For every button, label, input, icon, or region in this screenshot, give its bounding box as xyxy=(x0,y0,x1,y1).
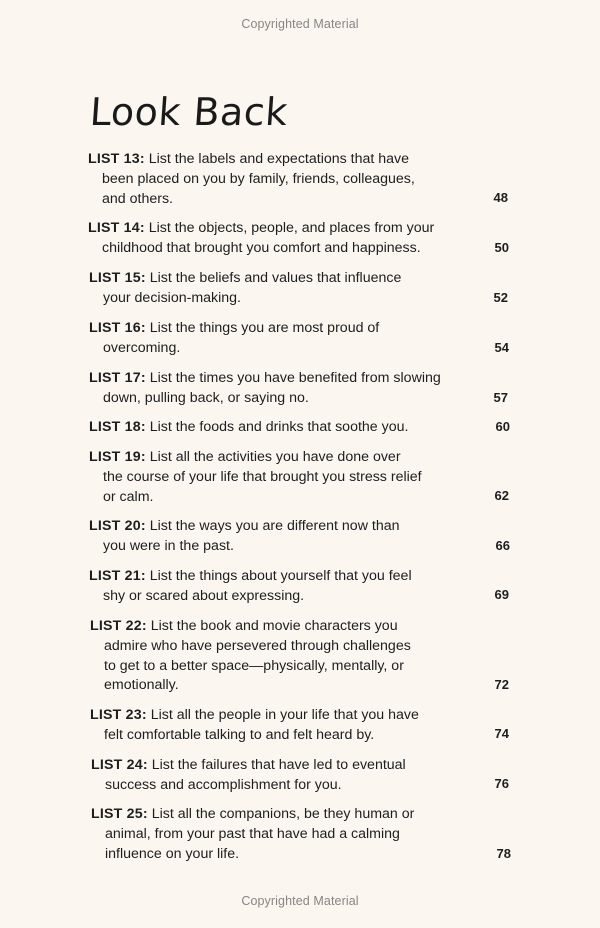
toc-entry-label: LIST 17: xyxy=(89,370,146,386)
toc-entry-text: LIST 16: List the things you are most proud of overcoming. xyxy=(89,320,380,356)
toc-entry-label: LIST 19: xyxy=(89,449,146,465)
toc-entry-list-15[interactable] xyxy=(89,269,519,309)
toc-entry-text: LIST 15: List the beliefs and values that influence your decision-making. xyxy=(89,270,402,306)
toc-entry-list-25[interactable] xyxy=(91,805,521,864)
toc-entry-list-24[interactable] xyxy=(91,756,521,796)
toc-entry-text: LIST 13: List the labels and expectations that have been placed on you by family, friends, colleagues, and others. xyxy=(88,151,415,207)
toc-entry-text: LIST 19: List all the activities you have done over the course of your life that brought you stress relief or calm. xyxy=(89,449,422,505)
toc-entry-list-17[interactable] xyxy=(89,369,519,409)
copyright-watermark-bottom: Copyrighted Material xyxy=(241,894,359,908)
toc-entry-text: LIST 25: List all the companions, be they human or animal, from your past that have had a calming influence on your life. xyxy=(91,806,415,862)
toc-entry-page-number[interactable]: 72 xyxy=(494,677,509,692)
toc-entry-text: LIST 20: List the ways you are different now than you were in the past. xyxy=(89,518,400,554)
toc-entry-page-number[interactable]: 57 xyxy=(493,390,508,405)
toc-entry-list-19[interactable] xyxy=(89,448,519,507)
toc-entry-label: LIST 24: xyxy=(91,757,148,773)
toc-entry-page-number[interactable]: 78 xyxy=(496,846,511,861)
toc-entry-label: LIST 20: xyxy=(89,518,146,534)
toc-entry-page-number[interactable]: 76 xyxy=(494,776,509,791)
toc-entry-list-21[interactable] xyxy=(89,567,519,607)
section-title: Look Back xyxy=(88,90,290,134)
toc-entry-label: LIST 15: xyxy=(89,270,146,286)
toc-entry-label: LIST 16: xyxy=(89,320,146,336)
toc-entry-page-number[interactable]: 74 xyxy=(494,726,509,741)
toc-entry-text: LIST 17: List the times you have benefited from slowing down, pulling back, or saying no. xyxy=(89,370,441,406)
toc-entry-text: LIST 22: List the book and movie characters you admire who have persevered through challenges to get to a better space—physically, mentally, or emotionally. xyxy=(90,618,411,694)
toc-entry-page-number[interactable]: 50 xyxy=(494,240,509,255)
toc-entry-text: LIST 18: List the foods and drinks that soothe you. xyxy=(89,419,409,435)
toc-entry-page-number[interactable]: 69 xyxy=(494,587,509,602)
toc-entry-page-number[interactable]: 52 xyxy=(493,290,508,305)
toc-entry-label: LIST 18: xyxy=(89,419,146,435)
toc-entry-list-14[interactable] xyxy=(88,219,518,259)
copyright-watermark-top: Copyrighted Material xyxy=(241,17,359,31)
toc-entry-list-22[interactable] xyxy=(90,617,520,696)
toc-entry-text: LIST 24: List the failures that have led to eventual success and accomplishment for you. xyxy=(91,757,406,793)
toc-entry-page-number[interactable]: 54 xyxy=(494,340,509,355)
toc-entry-list-23[interactable] xyxy=(90,706,520,746)
toc-entry-label: LIST 22: xyxy=(90,618,147,634)
toc-entry-page-number[interactable]: 66 xyxy=(495,538,510,553)
toc-entry-label: LIST 13: xyxy=(88,151,145,167)
toc-entry-page-number[interactable]: 48 xyxy=(493,190,508,205)
toc-entry-label: LIST 25: xyxy=(91,806,148,822)
toc-entry-text: LIST 21: List the things about yourself that you feel shy or scared about expressing. xyxy=(89,568,412,604)
toc-entry-list-20[interactable] xyxy=(89,517,519,557)
toc-entry-page-number[interactable]: 62 xyxy=(494,488,509,503)
toc-entry-label: LIST 21: xyxy=(89,568,146,584)
toc-entry-list-16[interactable] xyxy=(89,319,519,359)
toc-entry-list-18[interactable] xyxy=(89,418,519,438)
toc-entry-label: LIST 14: xyxy=(88,220,145,236)
toc-entry-text: LIST 23: List all the people in your life that you have felt comfortable talking to and felt heard by. xyxy=(90,707,419,743)
toc-entry-page-number[interactable]: 60 xyxy=(495,419,510,434)
toc-entry-list-13[interactable] xyxy=(88,150,518,209)
toc-entry-label: LIST 23: xyxy=(90,707,147,723)
toc-entry-text: LIST 14: List the objects, people, and places from your childhood that brought you comfort and happiness. xyxy=(88,220,435,256)
